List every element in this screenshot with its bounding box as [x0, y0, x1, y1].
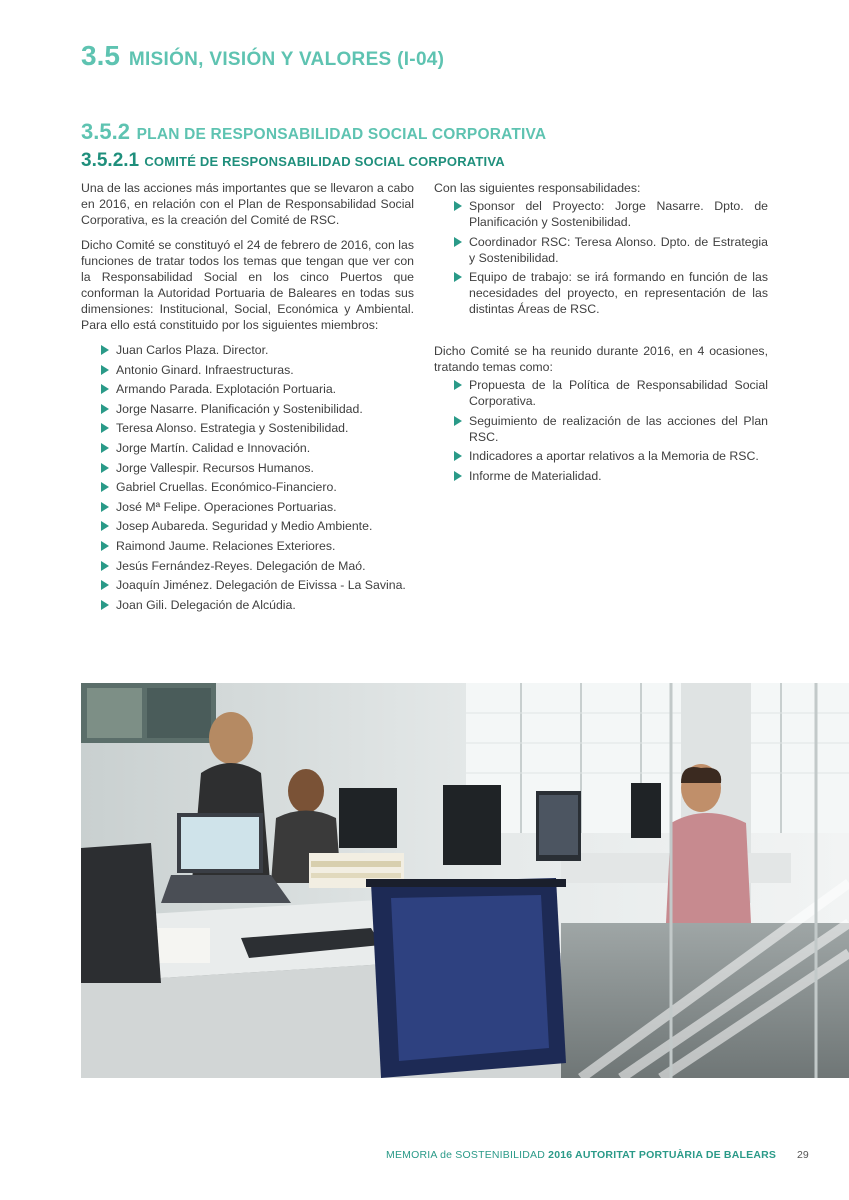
- triangle-right-icon: [101, 561, 109, 571]
- list-item: Seguimiento de realización de las acciones del Plan RSC.: [454, 413, 768, 445]
- triangle-right-icon: [101, 384, 109, 394]
- triangle-right-icon: [101, 521, 109, 531]
- section-number: 3.5: [81, 40, 120, 71]
- footer-organization: 2016 AUTORITAT PORTUÀRIA DE BALEARS: [548, 1149, 777, 1161]
- list-item: Gabriel Cruellas. Económico-Financiero.: [101, 479, 414, 495]
- responsibilities-intro: Con las siguientes responsabilidades:: [434, 181, 641, 195]
- meetings-paragraph: Dicho Comité se ha reunido durante 2016, en 4 ocasiones, tratando temas como:: [434, 344, 768, 375]
- subsubsection-title: COMITÉ DE RESPONSABILIDAD SOCIAL CORPORATIVA: [144, 154, 505, 169]
- section-title: MISIÓN, VISIÓN Y VALORES (I-04): [128, 49, 445, 70]
- triangle-right-icon: [101, 580, 109, 590]
- triangle-right-icon: [454, 451, 462, 461]
- list-item: Jorge Martín. Calidad e Innovación.: [101, 440, 414, 456]
- triangle-right-icon: [101, 463, 109, 473]
- triangle-right-icon: [101, 443, 109, 453]
- list-item: Indicadores a aportar relativos a la Memoria de RSC.: [454, 448, 768, 464]
- office-photo: [81, 683, 849, 1078]
- section-heading-3-5: [81, 36, 444, 73]
- list-item: Equipo de trabajo: se irá formando en función de las necesidades del proyecto, en representación de las distintas Áreas de RSC.: [454, 269, 768, 317]
- triangle-right-icon: [101, 423, 109, 433]
- subsubsection-number: 3.5.2.1: [81, 150, 140, 171]
- triangle-right-icon: [101, 482, 109, 492]
- triangle-right-icon: [454, 237, 462, 247]
- members-list: [81, 342, 414, 613]
- committee-paragraph: Dicho Comité se constituyó el 24 de febrero de 2016, con las funciones de tratar todos los temas que tengan que ver con la Responsabilidad Social en los cinco Puertos que conforman la Autoridad Portuaria de Baleares en todas sus dimensiones: Institucional, Social, Económica y Ambiental. Para ello está constituido por los siguientes miembros:: [81, 238, 414, 332]
- triangle-right-icon: [454, 272, 462, 282]
- triangle-right-icon: [454, 201, 462, 211]
- subsection-title: PLAN DE RESPONSABILIDAD SOCIAL CORPORATIVA: [136, 126, 547, 143]
- triangle-right-icon: [101, 365, 109, 375]
- triangle-right-icon: [101, 502, 109, 512]
- triangle-right-icon: [454, 416, 462, 426]
- triangle-right-icon: [454, 471, 462, 481]
- list-item: Armando Parada. Explotación Portuaria.: [101, 381, 414, 397]
- list-item: Josep Aubareda. Seguridad y Medio Ambiente.: [101, 518, 414, 534]
- list-item: Juan Carlos Plaza. Director.: [101, 342, 414, 358]
- subsection-number: 3.5.2: [81, 119, 130, 144]
- responsibilities-list: [434, 198, 768, 317]
- list-item: Joaquín Jiménez. Delegación de Eivissa - La Savina.: [101, 577, 414, 593]
- list-item: Propuesta de la Política de Responsabilidad Social Corporativa.: [454, 377, 768, 409]
- list-item: José Mª Felipe. Operaciones Portuarias.: [101, 499, 414, 515]
- topics-list: [434, 377, 768, 484]
- list-item: Teresa Alonso. Estrategia y Sostenibilidad.: [101, 420, 414, 436]
- intro-paragraph: Una de las acciones más importantes que se llevaron a cabo en 2016, en relación con el Plan de Responsabilidad Social Corporativa, es la creación del Comité de RSC.: [81, 181, 414, 227]
- list-item: Informe de Materialidad.: [454, 468, 768, 484]
- section-heading-3-5-2-1: [81, 149, 505, 172]
- triangle-right-icon: [101, 541, 109, 551]
- triangle-right-icon: [101, 404, 109, 414]
- page-number: 29: [797, 1149, 809, 1161]
- triangle-right-icon: [101, 345, 109, 355]
- triangle-right-icon: [101, 600, 109, 610]
- list-item: Sponsor del Proyecto: Jorge Nasarre. Dpto. de Planificación y Sostenibilidad.: [454, 198, 768, 230]
- list-item: Joan Gili. Delegación de Alcúdia.: [101, 597, 414, 613]
- list-item: Jorge Vallespir. Recursos Humanos.: [101, 460, 414, 476]
- list-item: Antonio Ginard. Infraestructuras.: [101, 362, 414, 378]
- triangle-right-icon: [454, 380, 462, 390]
- right-column: [434, 180, 768, 493]
- list-item: Raimond Jaume. Relaciones Exteriores.: [101, 538, 414, 554]
- list-item: Jesús Fernández-Reyes. Delegación de Maó.: [101, 558, 414, 574]
- section-heading-3-5-2: [81, 118, 546, 146]
- left-column: [81, 180, 414, 622]
- footer: [386, 1149, 776, 1161]
- list-item: Jorge Nasarre. Planificación y Sostenibilidad.: [101, 401, 414, 417]
- footer-report-title: MEMORIA de SOSTENIBILIDAD: [386, 1149, 546, 1161]
- list-item: Coordinador RSC: Teresa Alonso. Dpto. de Estrategia y Sostenibilidad.: [454, 234, 768, 266]
